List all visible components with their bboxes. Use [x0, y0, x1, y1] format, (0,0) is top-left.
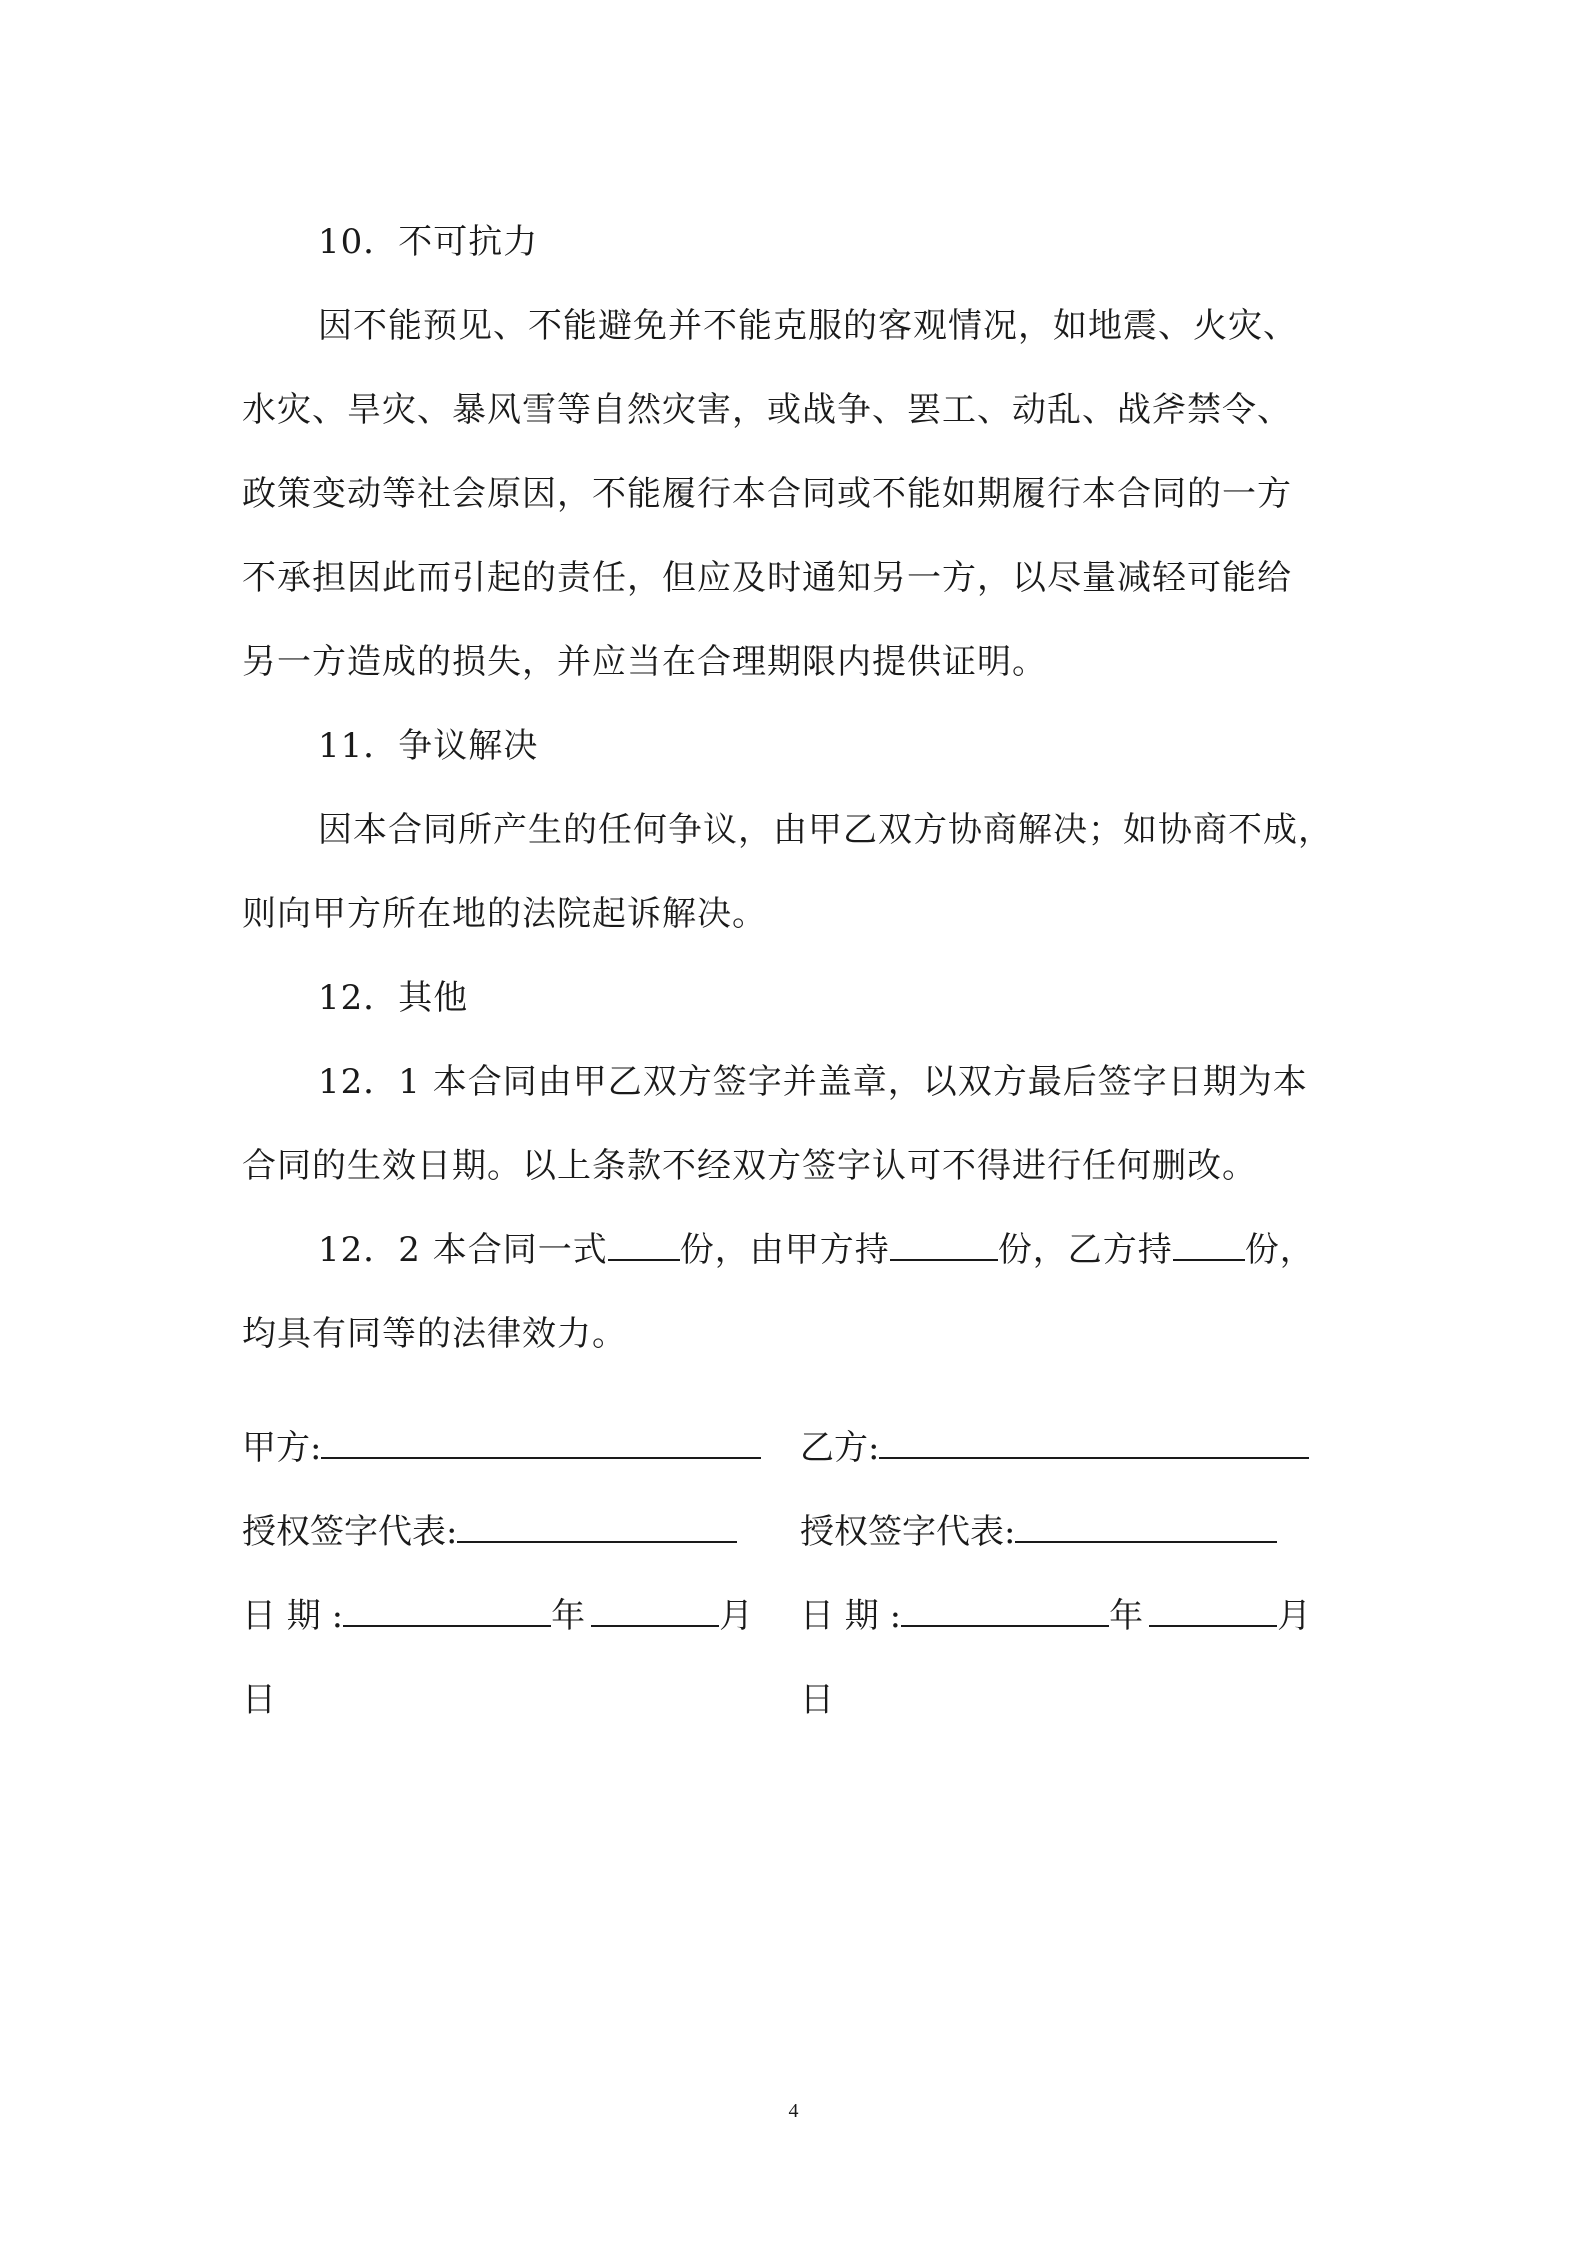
section-11-line-2: 则向甲方所在地的法院起诉解决。: [242, 894, 767, 934]
day-row: [242, 1658, 1382, 1742]
section-10-line-4: 不承担因此而引起的责任，但应及时通知另一方，以尽量减轻可能给: [242, 558, 1292, 598]
page-number: 4: [788, 2100, 799, 2122]
party-b-label: 乙方:: [800, 1428, 880, 1468]
party-a-year-blank[interactable]: [343, 1599, 551, 1627]
party-b-month-blank[interactable]: [1149, 1599, 1277, 1627]
party-a-rep-field: [242, 1490, 737, 1574]
party-b-date-label: 日 期 :: [800, 1596, 902, 1636]
party-a-day-label: 日: [242, 1680, 276, 1720]
party-b-date-field: [800, 1574, 1311, 1658]
section-10-title: 10．不可抗力: [318, 222, 539, 262]
signature-block: [242, 1406, 1382, 1742]
party-b-day-label: 日: [800, 1680, 834, 1720]
party-b-rep-field: [800, 1490, 1277, 1574]
copies-end-label: 份，: [1244, 1230, 1315, 1270]
party-a-month-label: 月: [719, 1596, 754, 1636]
party-a-month-blank[interactable]: [591, 1599, 719, 1627]
section-11-title: 11．争议解决: [318, 726, 539, 766]
party-b-year-label: 年: [1109, 1596, 1144, 1636]
section-11-line-1: 因本合同所产生的任何争议，由甲乙双方协商解决；如协商不成，: [318, 810, 1333, 850]
party-b-month-label: 月: [1277, 1596, 1312, 1636]
party-row: [242, 1406, 1382, 1490]
party-a-blank[interactable]: [321, 1431, 761, 1459]
party-a-rep-label: 授权签字代表:: [242, 1512, 458, 1552]
section-10-line-2: 水灾、旱灾、暴风雪等自然灾害，或战争、罢工、动乱、战斧禁令、: [242, 390, 1292, 430]
copies-total-label: 12．2 本合同一式: [318, 1230, 608, 1270]
section-12-1-line-1: 12．1 本合同由甲乙双方签字并盖章，以双方最后签字日期为本: [318, 1062, 1308, 1102]
party-a-rep-blank[interactable]: [457, 1515, 737, 1543]
section-12-2-line-1: [242, 1208, 1362, 1292]
contract-body: [242, 200, 1362, 1376]
party-a-label: 甲方:: [242, 1428, 322, 1468]
party-a-date-label: 日 期 :: [242, 1596, 344, 1636]
section-12-2-line-2: 均具有同等的法律效力。: [242, 1314, 627, 1354]
copies-party-b-blank[interactable]: [1173, 1233, 1245, 1261]
party-b-blank[interactable]: [879, 1431, 1309, 1459]
party-a-year-label: 年: [551, 1596, 586, 1636]
section-12-1-line-2: 合同的生效日期。以上条款不经双方签字认可不得进行任何删改。: [242, 1146, 1257, 1186]
party-a-field: [242, 1406, 761, 1490]
copies-party-a-label: 份，由甲方持: [679, 1230, 890, 1270]
party-b-rep-label: 授权签字代表:: [800, 1512, 1016, 1552]
section-10-line-1: 因不能预见、不能避免并不能克服的客观情况，如地震、火灾、: [318, 306, 1298, 346]
copies-total-blank[interactable]: [608, 1233, 680, 1261]
party-a-date-field: [242, 1574, 753, 1658]
section-10-line-3: 政策变动等社会原因，不能履行本合同或不能如期履行本合同的一方: [242, 474, 1292, 514]
party-b-year-blank[interactable]: [901, 1599, 1109, 1627]
copies-party-b-label: 份，乙方持: [997, 1230, 1173, 1270]
section-10-line-5: 另一方造成的损失，并应当在合理期限内提供证明。: [242, 642, 1047, 682]
copies-party-a-blank[interactable]: [890, 1233, 998, 1261]
party-b-field: [800, 1406, 1309, 1490]
date-row: [242, 1574, 1382, 1658]
party-b-rep-blank[interactable]: [1015, 1515, 1277, 1543]
rep-row: [242, 1490, 1382, 1574]
section-12-title: 12．其他: [318, 978, 469, 1018]
